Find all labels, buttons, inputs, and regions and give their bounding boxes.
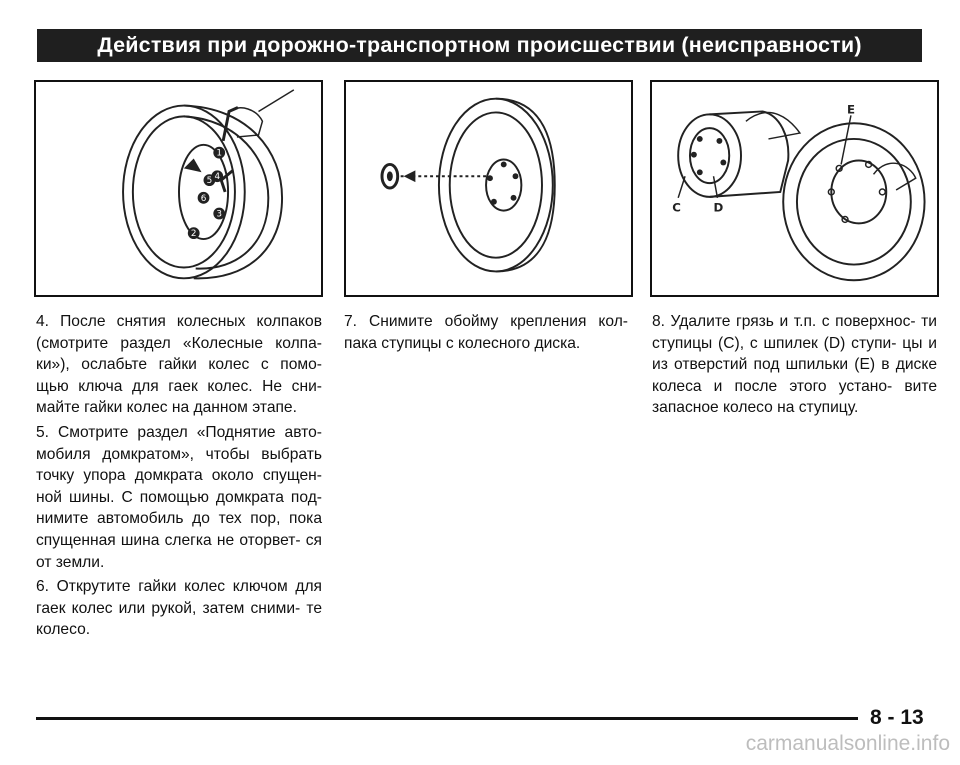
instruction-step-6: 6. Открутите гайки колес ключом для гаек колес или рукой, затем сними- те колесо.	[36, 578, 322, 639]
direction-arrow-icon	[404, 170, 416, 182]
figure-loosen-wheel-nuts	[34, 80, 323, 297]
text-column-3	[652, 311, 937, 422]
callout-1: 1	[216, 148, 223, 159]
callout-6: 6	[200, 193, 207, 204]
label-c: C	[672, 200, 681, 215]
figure-remove-hub-cap-retainer	[344, 80, 633, 297]
instruction-step-7: 7. Снимите обойму крепления кол- пака ступицы с колесного диска.	[344, 313, 628, 352]
text-column-1	[36, 311, 322, 644]
callout-4: 4	[214, 172, 221, 183]
instruction-step-5: 5. Смотрите раздел «Поднятие авто- мобиля домкратом», чтобы выбрать точку упора домкрата около спущен- ной шины. С помощью домкрата под- нимите автомобиль до тех пор, пока спущенная шина слегка не оторвет- ся от земли.	[36, 423, 322, 571]
section-title: Действия при дорожно-транспортном происшествии (неисправности)	[97, 33, 862, 57]
label-e: E	[847, 102, 856, 117]
label-d: D	[713, 200, 724, 215]
instruction-step-4: 4. После снятия колесных колпаков (смотрите раздел «Колесные колпа- ки»), ослабьте гайки колес с помо- щью ключа для гаек колес. Не сни- майте гайки колес на данном этапе.	[36, 313, 322, 417]
hub-cap-retainer-icon	[382, 164, 398, 188]
callout-5: 5	[206, 176, 213, 187]
section-header-bar	[37, 29, 922, 62]
footer-rule	[36, 717, 858, 720]
hub-studs	[691, 136, 726, 175]
hub-cap-illustration	[346, 82, 631, 295]
hub-cleaning-illustration	[652, 82, 937, 295]
figure-clean-hub-surface	[650, 80, 939, 297]
wheel-wrench-illustration	[36, 82, 321, 295]
callout-3: 3	[216, 209, 223, 220]
instruction-step-8: 8. Удалите грязь и т.п. с поверхнос- ти ступицы (C), с шпилек (D) ступи- цы и из отверстий под шпильки (E) в диске колеса и после этого устано- вите запасное колесо на ступицу.	[652, 313, 937, 417]
rotation-arrow-icon	[184, 159, 202, 173]
watermark: carmanualsonline.info	[745, 732, 950, 755]
page-number: 8 - 13	[870, 706, 924, 729]
text-column-2	[344, 311, 628, 357]
callout-2: 2	[190, 229, 197, 240]
